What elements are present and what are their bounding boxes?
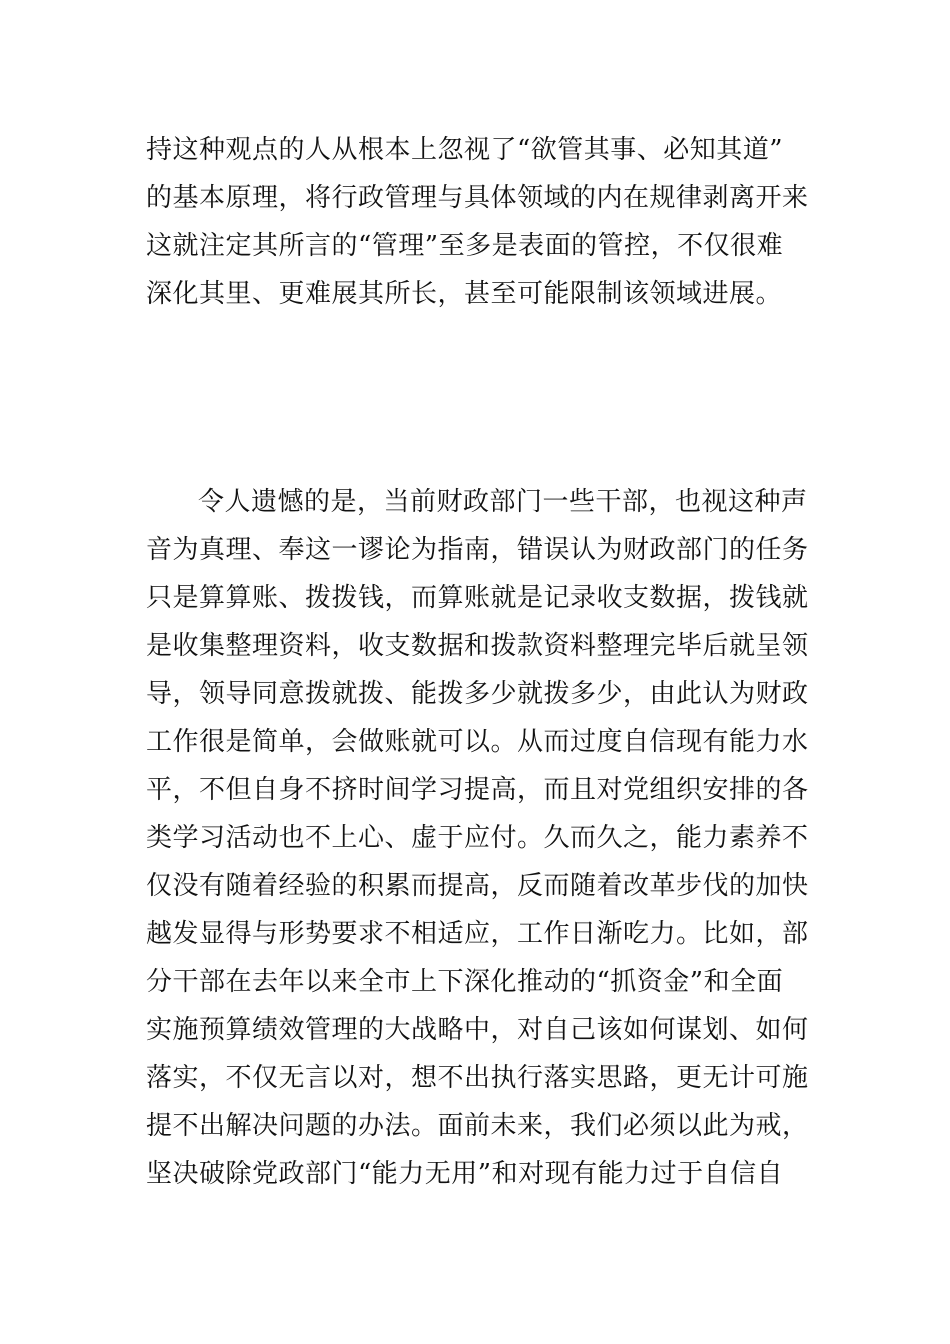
paragraph-line: 落实，不仅无言以对，想不出执行落实思路，更无计可施 [146, 1063, 809, 1093]
paragraph-line: 实施预算绩效管理的大战略中，对自己该如何谋划、如何 [146, 1015, 809, 1045]
paragraph-line: 工作很是简单，会做账就可以。从而过度自信现有能力水 [146, 727, 809, 757]
paragraph-line: 这就注定其所言的“管理”至多是表面的管控，不仅很难 [146, 231, 784, 261]
paragraph-line: 越发显得与形势要求不相适应，工作日渐吃力。比如，部 [146, 919, 809, 949]
paragraph-2 [146, 478, 816, 1198]
paragraph-line: 平，不但自身不挤时间学习提高，而且对党组织安排的各 [146, 775, 809, 805]
paragraph-line: 深化其里、更难展其所长，甚至可能限制该领域进展。 [146, 279, 783, 309]
paragraph-line: 只是算算账、拨拨钱，而算账就是记录收支数据，拨钱就 [146, 583, 809, 613]
paragraph-line: 仅没有随着经验的积累而提高，反而随着改革步伐的加快 [146, 871, 809, 901]
paragraph-line: 分干部在去年以来全市上下深化推动的“抓资金”和全面 [146, 967, 784, 997]
paragraph-line: 持这种观点的人从根本上忽视了“欲管其事、必知其道” [146, 135, 784, 165]
paragraph-line: 类学习活动也不上心、虚于应付。久而久之，能力素养不 [146, 823, 809, 853]
paragraph-line: 令人遗憾的是，当前财政部门一些干部，也视这种声 [198, 487, 808, 517]
paragraph-1 [146, 126, 816, 318]
paragraph-line: 导，领导同意拨就拨、能拨多少就拨多少，由此认为财政 [146, 679, 809, 709]
paragraph-line: 是收集整理资料，收支数据和拨款资料整理完毕后就呈领 [146, 631, 809, 661]
paragraph-line: 坚决破除党政部门“能力无用”和对现有能力过于自信自 [146, 1159, 784, 1189]
paragraph-line: 音为真理、奉这一谬论为指南，错误认为财政部门的任务 [146, 535, 809, 565]
paragraph-line: 提不出解决问题的办法。面前未来，我们必须以此为戒， [146, 1111, 809, 1141]
paragraph-line: 的基本原理，将行政管理与具体领域的内在规律剥离开来 [146, 183, 809, 213]
